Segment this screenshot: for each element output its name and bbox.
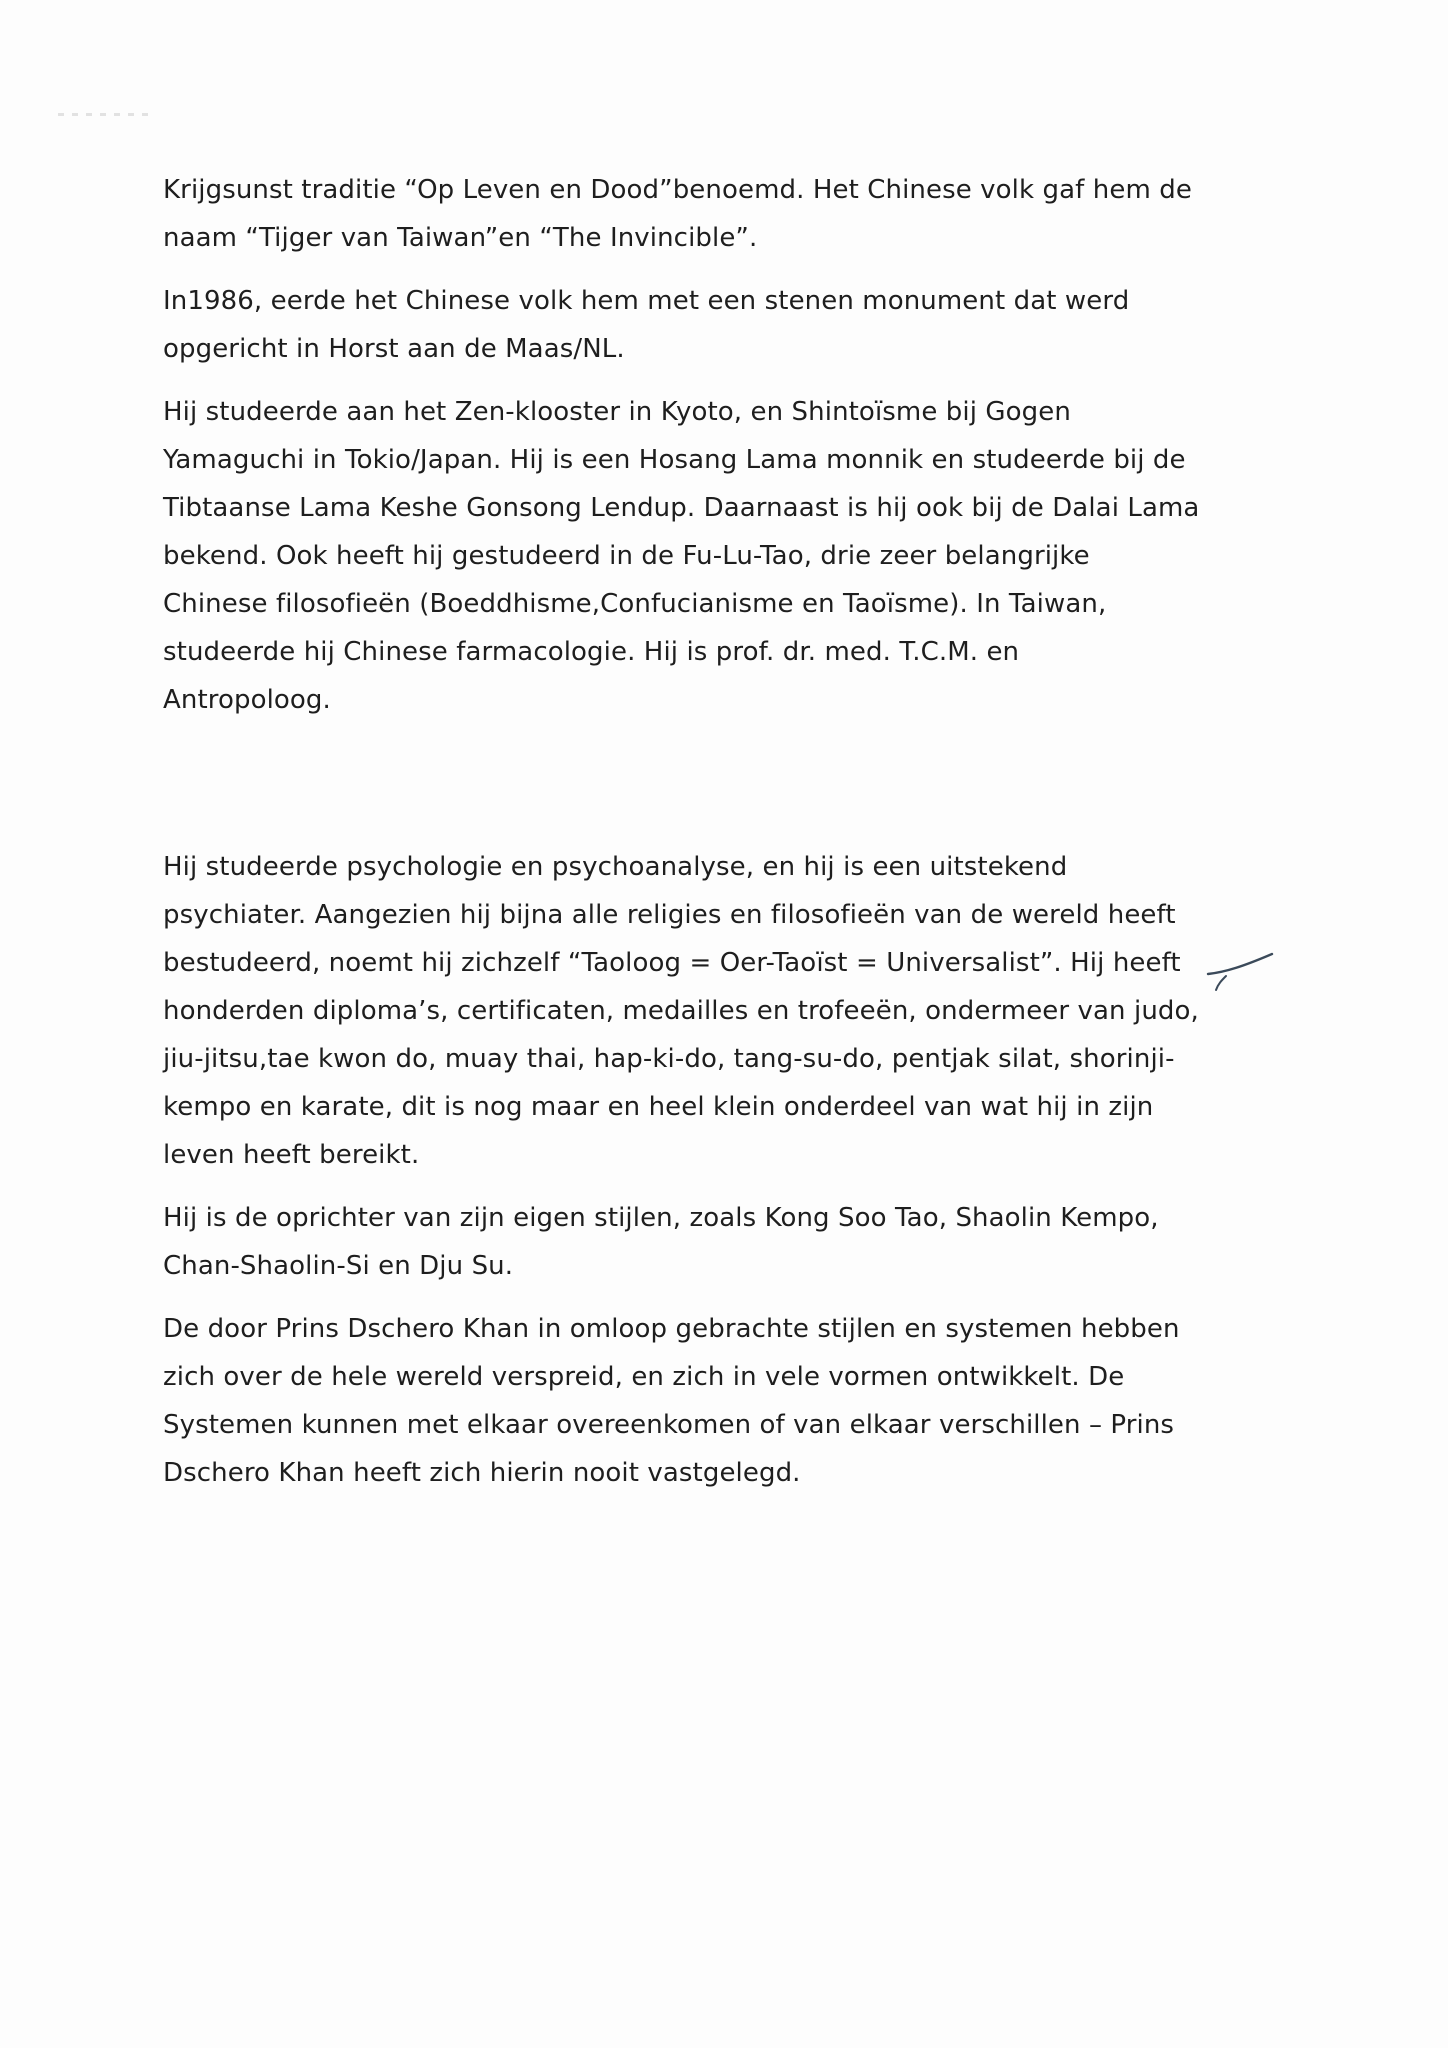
- document-body: [163, 166, 1313, 1497]
- text-line: opgericht in Horst aan de Maas/NL.: [163, 334, 625, 364]
- text-line: Yamaguchi in Tokio/Japan. Hij is een Hosang Lama monnik en studeerde bij de: [163, 445, 1186, 475]
- scan-artifact: [58, 113, 148, 116]
- paragraph-studies: [163, 388, 1313, 724]
- text-line: Hij studeerde psychologie en psychoanalyse, en hij is een uitstekend: [163, 852, 1068, 882]
- text-line: Systemen kunnen met elkaar overeenkomen of van elkaar verschillen – Prins: [163, 1410, 1175, 1440]
- paragraph-psychology: [163, 843, 1313, 1179]
- handwritten-pen-mark: [1206, 950, 1276, 1006]
- text-line: Chan-Shaolin-Si en Dju Su.: [163, 1251, 514, 1281]
- paragraph-monument: [163, 277, 1313, 373]
- text-line: Krijgsunst traditie “Op Leven en Dood”benoemd. Het Chinese volk gaf hem de: [163, 175, 1192, 205]
- paragraph-tiger-of-taiwan: [163, 166, 1313, 262]
- text-line: Tibtaanse Lama Keshe Gonsong Lendup. Daarnaast is hij ook bij de Dalai Lama: [163, 493, 1200, 523]
- text-line: Hij studeerde aan het Zen-klooster in Kyoto, en Shintoïsme bij Gogen: [163, 397, 1071, 427]
- text-line: Chinese filosofieën (Boeddhisme,Confucianisme en Taoïsme). In Taiwan,: [163, 589, 1107, 619]
- text-line: bestudeerd, noemt hij zichzelf “Taoloog = Oer-Taoïst = Universalist”. Hij heeft: [163, 948, 1181, 978]
- text-line: In1986, eerde het Chinese volk hem met een stenen monument dat werd: [163, 286, 1130, 316]
- text-line: jiu-jitsu,tae kwon do, muay thai, hap-ki-do, tang-su-do, pentjak silat, shorinji-: [163, 1044, 1175, 1074]
- text-line: Dschero Khan heeft zich hierin nooit vastgelegd.: [163, 1458, 801, 1488]
- text-line: honderden diploma’s, certificaten, medailles en trofeeën, ondermeer van judo,: [163, 996, 1199, 1026]
- text-line: Antropoloog.: [163, 685, 331, 715]
- pen-stroke: [1208, 954, 1272, 974]
- pen-stroke: [1216, 976, 1226, 990]
- text-line: leven heeft bereikt.: [163, 1140, 420, 1170]
- text-line: naam “Tijger van Taiwan”en “The Invincible”.: [163, 223, 758, 253]
- text-line: bekend. Ook heeft hij gestudeerd in de Fu-Lu-Tao, drie zeer belangrijke: [163, 541, 1090, 571]
- text-line: studeerde hij Chinese farmacologie. Hij is prof. dr. med. T.C.M. en: [163, 637, 1020, 667]
- text-line: kempo en karate, dit is nog maar en heel klein onderdeel van wat hij in zijn: [163, 1092, 1154, 1122]
- paragraph-own-styles: [163, 1194, 1313, 1290]
- text-line: Hij is de oprichter van zijn eigen stijlen, zoals Kong Soo Tao, Shaolin Kempo,: [163, 1203, 1159, 1233]
- text-line: psychiater. Aangezien hij bijna alle religies en filosofieën van de wereld heeft: [163, 900, 1176, 930]
- paragraph-systems: [163, 1305, 1313, 1497]
- text-line: zich over de hele wereld verspreid, en zich in vele vormen ontwikkelt. De: [163, 1362, 1125, 1392]
- text-line: De door Prins Dschero Khan in omloop gebrachte stijlen en systemen hebben: [163, 1314, 1180, 1344]
